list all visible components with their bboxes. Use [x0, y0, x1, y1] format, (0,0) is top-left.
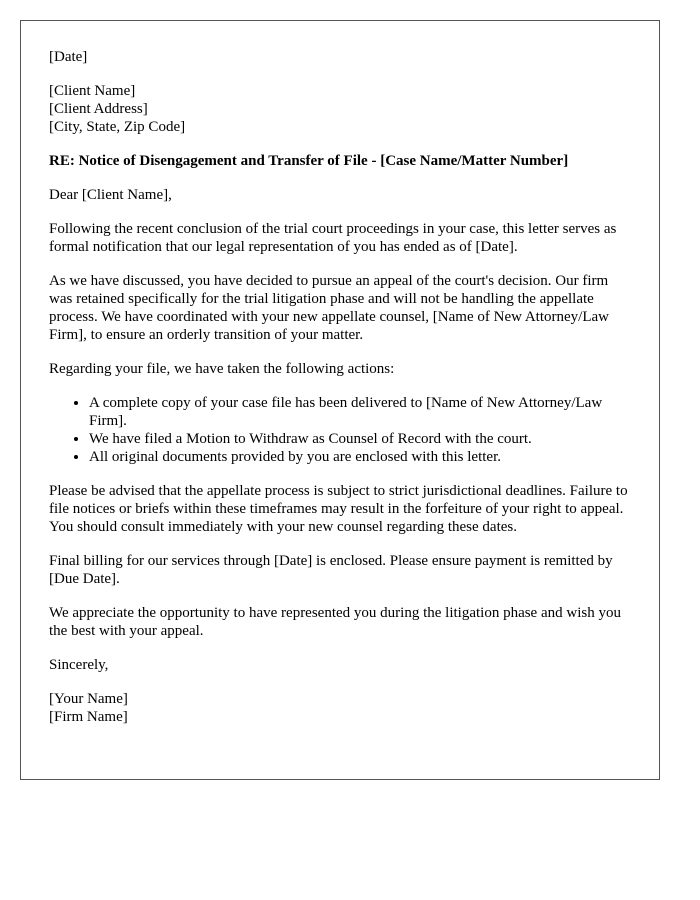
signature-name: [Your Name] [49, 691, 128, 707]
signature-block [49, 690, 631, 726]
paragraph-deadlines: Please be advised that the appellate process is subject to strict jurisdictional deadlines. Failure to file notices or briefs within these timeframes may result in the forfeiture of your right to appeal. You should consult immediately with your new counsel regarding these dates. [49, 483, 628, 535]
recipient-city-state-zip: [City, State, Zip Code] [49, 119, 186, 135]
paragraph-appeal: As we have discussed, you have decided to pursue an appeal of the court's decision. Our firm was retained specifically for the trial litigation phase and will not be handling the appellate process. We have coordinated with your new appellate counsel, [Name of New Attorney/Law Firm], to ensure an orderly transition of your matter. [49, 273, 609, 343]
list-item: • All original documents provided by you are enclosed with this letter. [89, 448, 631, 466]
paragraph-notification: Following the recent conclusion of the trial court proceedings in your case, this letter serves as formal notification that our legal representation of you has ended as of [Date]. [49, 221, 617, 255]
letter-page [20, 20, 660, 780]
paragraph-appreciation: We appreciate the opportunity to have represented you during the litigation phase and wish you the best with your appeal. [49, 605, 621, 639]
subject-line: RE: Notice of Disengagement and Transfer of File - [Case Name/Matter Number] [49, 153, 569, 169]
paragraph-file-actions-intro: Regarding your file, we have taken the following actions: [49, 361, 395, 377]
letter-date: [Date] [49, 49, 88, 65]
list-item: • A complete copy of your case file has been delivered to [Name of New Attorney/Law Firm]. [89, 394, 631, 430]
file-actions-list [49, 394, 631, 466]
list-item: • We have filed a Motion to Withdraw as Counsel of Record with the court. [89, 430, 631, 448]
salutation: Dear [Client Name], [49, 187, 172, 203]
signature-firm: [Firm Name] [49, 709, 128, 725]
recipient-block [49, 82, 631, 136]
sign-off: Sincerely, [49, 657, 109, 673]
recipient-address: [Client Address] [49, 101, 148, 117]
paragraph-billing: Final billing for our services through [Date] is enclosed. Please ensure payment is remitted by [Due Date]. [49, 553, 613, 587]
recipient-name: [Client Name] [49, 83, 136, 99]
